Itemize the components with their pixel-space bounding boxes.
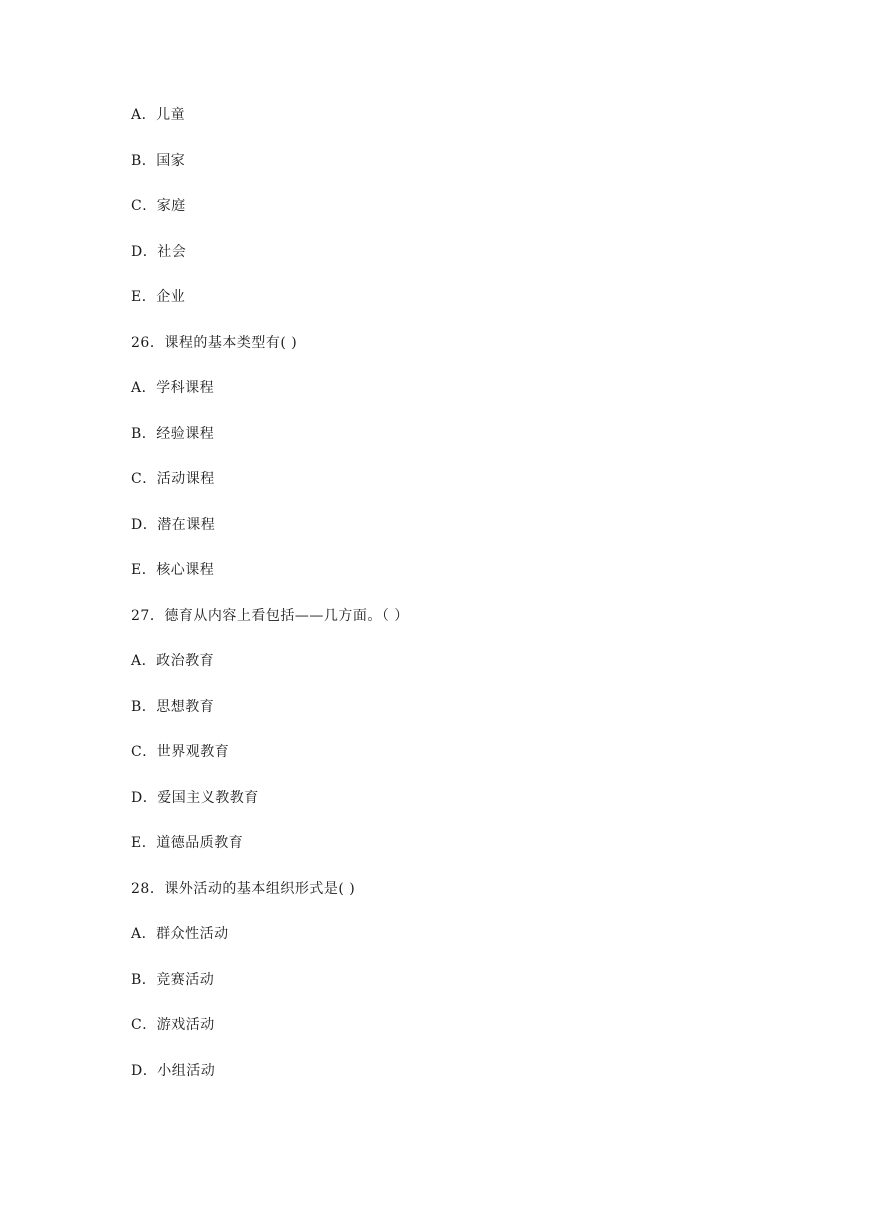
option-prefix: D． <box>131 516 158 533</box>
option-prefix: C． <box>131 1017 157 1033</box>
option-text: 家庭 <box>156 198 186 214</box>
option-prefix: B． <box>131 425 157 442</box>
option-line <box>131 286 771 332</box>
option-prefix: E． <box>131 835 157 851</box>
option-line <box>131 787 771 833</box>
option-prefix: D． <box>131 1062 158 1079</box>
question-number: 26． <box>131 334 165 351</box>
option-text: 学科课程 <box>156 380 215 396</box>
question-text: 课程的基本类型有( ) <box>164 334 298 351</box>
option-text: 企业 <box>156 289 186 305</box>
option-text: 社会 <box>157 243 187 260</box>
option-line <box>131 104 771 150</box>
option-text: 道德品质教育 <box>156 835 244 851</box>
option-line <box>131 696 771 742</box>
option-text: 政治教育 <box>156 653 215 669</box>
option-text: 潜在课程 <box>157 516 216 533</box>
option-line <box>131 241 771 287</box>
option-line <box>131 923 771 969</box>
question-line <box>131 878 771 924</box>
option-line <box>131 969 771 1015</box>
question-number: 28． <box>131 880 165 897</box>
question-number: 27． <box>131 607 165 624</box>
option-text: 小组活动 <box>157 1062 216 1079</box>
option-prefix: A． <box>131 926 157 942</box>
question-text: 德育从内容上看包括——几方面。（ ） <box>164 607 409 624</box>
option-line <box>131 150 771 196</box>
option-prefix: A． <box>131 653 157 669</box>
question-line <box>131 605 771 651</box>
option-line <box>131 195 771 241</box>
option-text: 国家 <box>156 152 186 169</box>
option-text: 爱国主义教教育 <box>157 789 259 806</box>
option-text: 思想教育 <box>156 698 215 715</box>
option-prefix: D． <box>131 789 158 806</box>
option-prefix: B． <box>131 971 157 988</box>
option-prefix: E． <box>131 289 157 305</box>
option-prefix: D． <box>131 243 158 260</box>
option-prefix: C． <box>131 744 157 760</box>
option-text: 竞赛活动 <box>156 971 215 988</box>
question-line <box>131 332 771 378</box>
option-line <box>131 514 771 560</box>
option-text: 核心课程 <box>156 562 215 578</box>
option-line <box>131 832 771 878</box>
question-text: 课外活动的基本组织形式是( ) <box>164 880 356 897</box>
option-prefix: E． <box>131 562 157 578</box>
option-text: 游戏活动 <box>156 1017 215 1033</box>
option-line <box>131 468 771 514</box>
option-line <box>131 650 771 696</box>
option-prefix: C． <box>131 471 157 487</box>
option-text: 群众性活动 <box>156 926 229 942</box>
option-text: 活动课程 <box>156 471 215 487</box>
option-prefix: B． <box>131 152 157 169</box>
option-prefix: C． <box>131 198 157 214</box>
option-text: 儿童 <box>156 107 186 123</box>
option-text: 世界观教育 <box>156 744 230 760</box>
option-line <box>131 377 771 423</box>
option-prefix: A． <box>131 380 157 396</box>
option-text: 经验课程 <box>156 425 215 442</box>
option-prefix: B． <box>131 698 157 715</box>
option-line <box>131 1014 771 1060</box>
option-line <box>131 559 771 605</box>
question-list <box>131 104 771 1105</box>
option-prefix: A． <box>131 107 157 123</box>
option-line <box>131 1060 771 1106</box>
option-line <box>131 741 771 787</box>
option-line <box>131 423 771 469</box>
